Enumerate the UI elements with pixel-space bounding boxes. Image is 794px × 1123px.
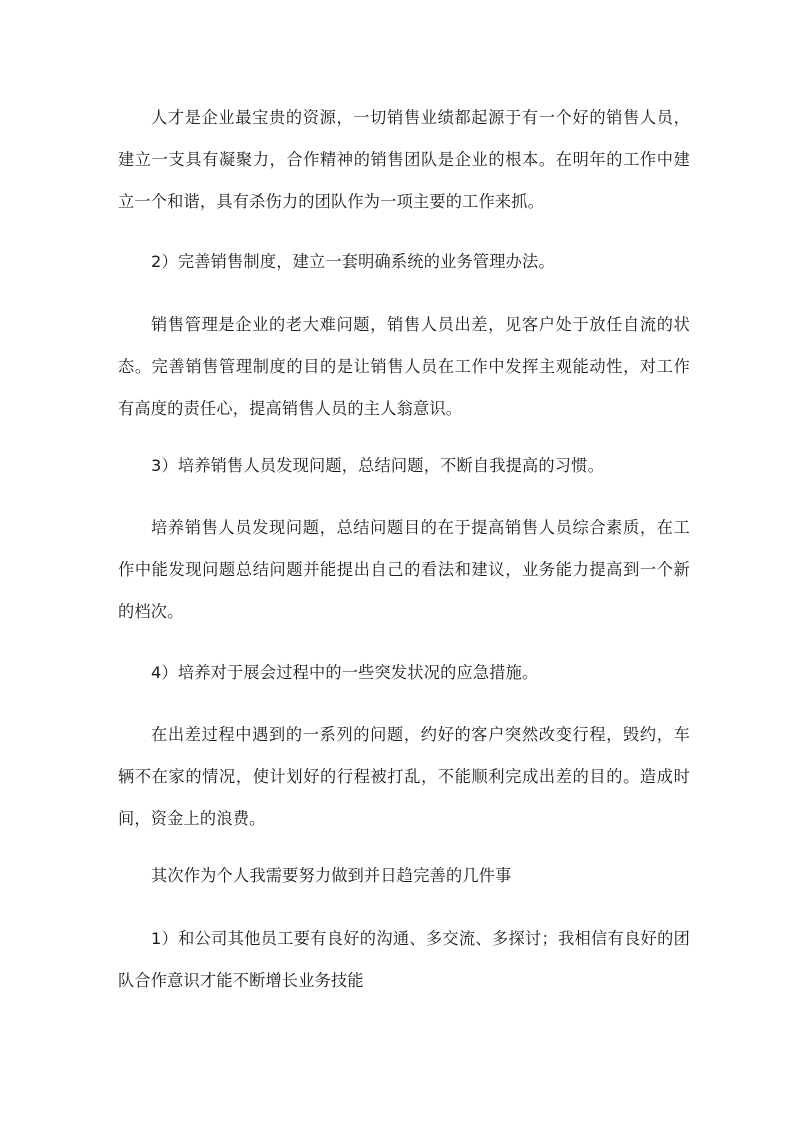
paragraph-travel-problems: 在出差过程中遇到的一系列的问题，约好的客户突然改变行程，毁约，车辆不在家的情况，使计划好的行程被打乱，不能顺利完成出差的目的。造成时间，资金上的浪费。 xyxy=(118,725,690,828)
paragraph-talent-resource: 人才是企业最宝贵的资源，一切销售业绩都起源于有一个好的销售人员，建立一支具有凝聚力，合作精神的销售团队是企业的根本。在明年的工作中建立一个和谐，具有杀伤力的团队作为一项主要的工作来抓。 xyxy=(118,108,690,211)
heading-item-1-communication: 1）和公司其他员工要有良好的沟通、多交流、多探讨；我相信有良好的团队合作意识才能不断增长业务技能 xyxy=(118,929,690,990)
paragraph-personal-goals-intro: 其次作为个人我需要努力做到并日趋完善的几件事 xyxy=(151,866,512,885)
paragraph-problem-finding: 培养销售人员发现问题，总结问题目的在于提高销售人员综合素质，在工作中能发现问题总结问题并能提出自己的看法和建议，业务能力提高到一个新的档次。 xyxy=(118,518,690,621)
paragraph-sales-management: 销售管理是企业的老大难问题，销售人员出差，见客户处于放任自流的状态。完善销售管理制度的目的是让销售人员在工作中发挥主观能动性，对工作有高度的责任心，提高销售人员的主人翁意识。 xyxy=(118,315,690,418)
heading-item-3-problem-finding: 3）培养销售人员发现问题，总结问题，不断自我提高的习惯。 xyxy=(151,456,604,475)
heading-item-4-emergency-measures: 4）培养对于展会过程中的一些突发状况的应急措施。 xyxy=(151,663,539,682)
heading-item-2-sales-system: 2）完善销售制度，建立一套明确系统的业务管理办法。 xyxy=(151,252,555,271)
